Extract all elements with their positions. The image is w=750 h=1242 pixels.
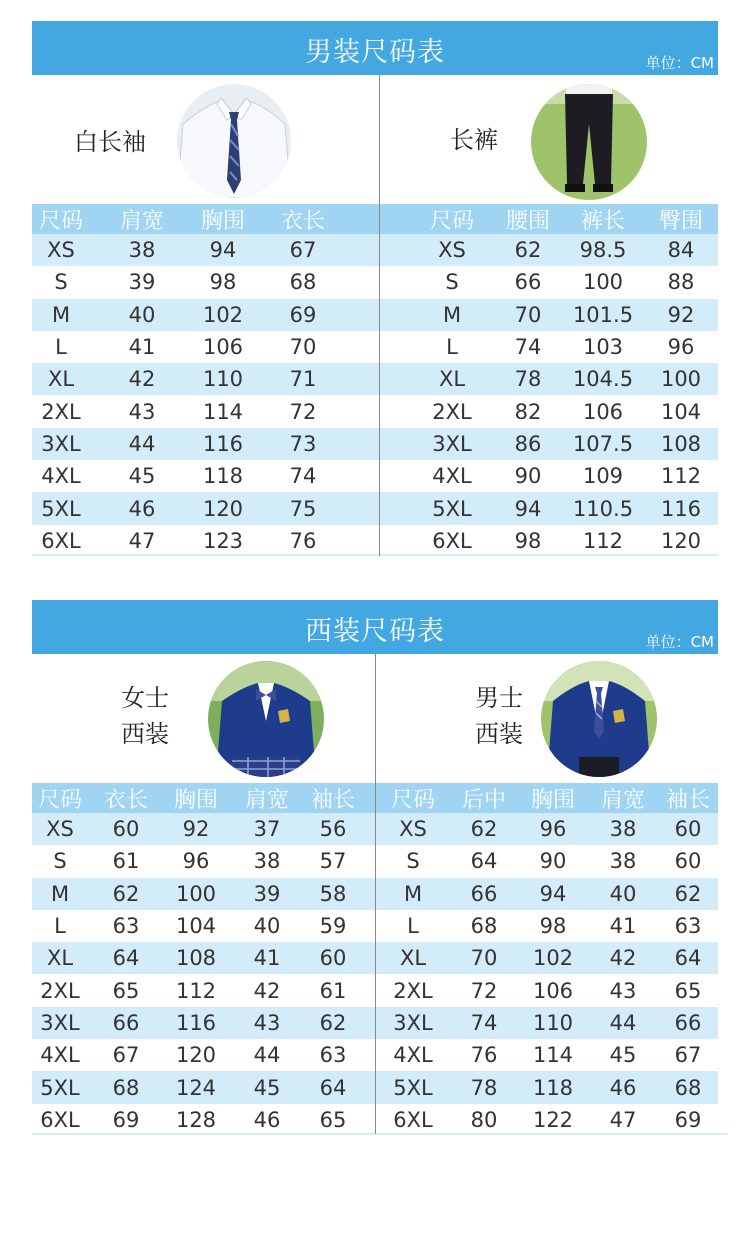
measurement-cell: 62	[514, 238, 542, 263]
measurement-cell: 68	[112, 1075, 140, 1100]
table-row	[376, 845, 718, 877]
column-header: 袖长	[310, 787, 355, 813]
measurement-cell: 60	[674, 849, 702, 874]
womens-suit-caption-line1: 女士	[121, 684, 169, 712]
suit-size-chart	[32, 600, 718, 1140]
measurement-cell: 120	[660, 528, 702, 553]
white-shirt-tie-photo	[177, 84, 291, 198]
measurement-cell: 64	[319, 1075, 347, 1100]
suit-size-chart-title: 西装尺码表	[305, 616, 445, 647]
column-header: 袖长	[665, 787, 710, 813]
mens-suit-caption-line2: 西装	[475, 720, 523, 748]
table-row	[32, 942, 375, 974]
size-cell: L	[55, 335, 67, 360]
measurement-cell: 59	[319, 914, 347, 939]
measurement-cell: 123	[202, 528, 244, 553]
table-row	[376, 1039, 718, 1071]
measurement-cell: 94	[514, 496, 542, 521]
size-cell: 2XL	[41, 399, 81, 424]
measurement-cell: 60	[112, 817, 140, 842]
size-cell: 4XL	[432, 464, 472, 489]
measurement-cell: 102	[202, 302, 244, 327]
black-trousers-photo	[531, 84, 647, 200]
mens-size-chart	[32, 21, 718, 556]
size-cell: XL	[47, 367, 75, 392]
measurement-cell: 74	[289, 464, 317, 489]
size-cell: 5XL	[41, 496, 81, 521]
measurement-cell: 44	[609, 1010, 637, 1035]
measurement-cell: 98.5	[579, 238, 627, 263]
measurement-cell: 66	[514, 270, 542, 295]
size-cell: S	[445, 270, 459, 295]
measurement-cell: 98	[209, 270, 237, 295]
measurement-cell: 70	[514, 302, 542, 327]
measurement-cell: 38	[128, 238, 156, 263]
measurement-cell: 72	[289, 399, 317, 424]
column-header: 尺码	[390, 787, 435, 813]
measurement-cell: 67	[674, 1043, 702, 1068]
column-header: 肩宽	[119, 208, 164, 234]
measurement-cell: 128	[175, 1107, 217, 1132]
measurement-cell: 46	[609, 1075, 637, 1100]
column-header: 裤长	[580, 208, 625, 234]
size-cell: 2XL	[393, 978, 433, 1003]
measurement-cell: 63	[319, 1043, 347, 1068]
column-header: 尺码	[38, 208, 83, 234]
column-header: 胸围	[530, 787, 575, 813]
table-row	[380, 234, 718, 266]
size-cell: XL	[438, 367, 466, 392]
measurement-cell: 96	[539, 817, 567, 842]
measurement-cell: 112	[660, 464, 702, 489]
table-row	[32, 525, 379, 557]
measurement-cell: 70	[289, 335, 317, 360]
table-row	[32, 813, 375, 845]
measurement-cell: 92	[182, 817, 210, 842]
measurement-cell: 110	[532, 1010, 574, 1035]
measurement-cell: 73	[289, 431, 317, 456]
size-cell: M	[50, 881, 70, 906]
measurement-cell: 112	[582, 528, 624, 553]
measurement-cell: 84	[667, 238, 695, 263]
measurement-cell: 39	[253, 881, 281, 906]
size-cell: 2XL	[40, 978, 80, 1003]
table-row	[32, 845, 375, 877]
size-cell: XS	[47, 238, 75, 263]
measurement-cell: 63	[112, 914, 140, 939]
measurement-cell: 94	[209, 238, 237, 263]
measurement-cell: 41	[609, 914, 637, 939]
measurement-cell: 42	[253, 978, 281, 1003]
measurement-cell: 100	[660, 367, 702, 392]
table-row	[32, 234, 379, 266]
table-header-row	[376, 783, 718, 813]
measurement-cell: 60	[319, 946, 347, 971]
table-row	[380, 395, 718, 427]
measurement-cell: 46	[128, 496, 156, 521]
measurement-cell: 44	[128, 431, 156, 456]
measurement-cell: 104.5	[572, 367, 634, 392]
measurement-cell: 44	[253, 1043, 281, 1068]
shirt-size-table	[32, 204, 379, 557]
table-row	[32, 460, 379, 492]
unit-label: 单位：CM	[645, 633, 714, 651]
mens-size-chart-banner	[32, 21, 718, 75]
measurement-cell: 98	[514, 528, 542, 553]
measurement-cell: 76	[289, 528, 317, 553]
table-bottom-border	[32, 554, 379, 556]
size-cell: 3XL	[432, 431, 472, 456]
measurement-cell: 67	[289, 238, 317, 263]
measurement-cell: 70	[470, 946, 498, 971]
measurement-cell: 69	[289, 302, 317, 327]
measurement-cell: 74	[470, 1010, 498, 1035]
measurement-cell: 68	[289, 270, 317, 295]
measurement-cell: 104	[175, 914, 217, 939]
table-row	[380, 266, 718, 298]
table-row	[376, 974, 718, 1006]
size-cell: 4XL	[40, 1043, 80, 1068]
measurement-cell: 82	[514, 399, 542, 424]
measurement-cell: 41	[253, 946, 281, 971]
measurement-cell: 45	[253, 1075, 281, 1100]
measurement-cell: 62	[112, 881, 140, 906]
measurement-cell: 42	[609, 946, 637, 971]
measurement-cell: 116	[175, 1010, 217, 1035]
womens-suit-size-table	[32, 783, 375, 1136]
measurement-cell: 41	[128, 335, 156, 360]
measurement-cell: 78	[470, 1075, 498, 1100]
column-header: 衣长	[280, 208, 325, 234]
measurement-cell: 96	[667, 335, 695, 360]
measurement-cell: 60	[674, 817, 702, 842]
table-row	[32, 1039, 375, 1071]
measurement-cell: 65	[674, 978, 702, 1003]
column-header: 肩宽	[244, 787, 289, 813]
size-cell: M	[403, 881, 423, 906]
size-cell: S	[54, 270, 68, 295]
measurement-cell: 38	[253, 849, 281, 874]
size-cell: 5XL	[432, 496, 472, 521]
column-header: 腰围	[505, 208, 550, 234]
measurement-cell: 69	[112, 1107, 140, 1132]
size-cell: 6XL	[41, 528, 81, 553]
size-cell: XS	[399, 817, 427, 842]
womens-blazer-photo	[208, 661, 324, 777]
measurement-cell: 96	[182, 849, 210, 874]
size-cell: S	[53, 849, 67, 874]
mens-suit-caption-line1: 男士	[475, 684, 523, 712]
measurement-cell: 69	[674, 1107, 702, 1132]
size-cell: XL	[399, 946, 427, 971]
column-header: 胸围	[173, 787, 218, 813]
measurement-cell: 64	[470, 849, 498, 874]
table-row	[32, 1104, 375, 1136]
measurement-cell: 68	[674, 1075, 702, 1100]
measurement-cell: 65	[112, 978, 140, 1003]
size-cell: 4XL	[41, 464, 81, 489]
size-cell: 3XL	[41, 431, 81, 456]
table-row	[32, 428, 379, 460]
column-header: 尺码	[37, 787, 82, 813]
column-header: 臀围	[658, 208, 703, 234]
table-row	[32, 974, 375, 1006]
table-row	[32, 1071, 375, 1103]
measurement-cell: 94	[539, 881, 567, 906]
measurement-cell: 66	[112, 1010, 140, 1035]
size-cell: 5XL	[40, 1075, 80, 1100]
table-bottom-border	[376, 1133, 728, 1135]
measurement-cell: 67	[112, 1043, 140, 1068]
size-cell: 3XL	[393, 1010, 433, 1035]
measurement-cell: 43	[128, 399, 156, 424]
measurement-cell: 40	[128, 302, 156, 327]
measurement-cell: 66	[470, 881, 498, 906]
measurement-cell: 88	[667, 270, 695, 295]
size-cell: S	[406, 849, 420, 874]
table-row	[380, 525, 718, 557]
measurement-cell: 38	[609, 817, 637, 842]
measurement-cell: 64	[674, 946, 702, 971]
table-row	[376, 813, 718, 845]
size-cell: 6XL	[40, 1107, 80, 1132]
measurement-cell: 56	[319, 817, 347, 842]
measurement-cell: 78	[514, 367, 542, 392]
size-cell: 3XL	[40, 1010, 80, 1035]
measurement-cell: 40	[253, 914, 281, 939]
womens-suit-caption-line2: 西装	[121, 720, 169, 748]
measurement-cell: 62	[470, 817, 498, 842]
measurement-cell: 46	[253, 1107, 281, 1132]
measurement-cell: 120	[202, 496, 244, 521]
table-row	[32, 395, 379, 427]
table-row	[32, 363, 379, 395]
size-cell: L	[54, 914, 66, 939]
size-cell: 5XL	[393, 1075, 433, 1100]
table-row	[32, 331, 379, 363]
measurement-cell: 65	[319, 1107, 347, 1132]
measurement-cell: 58	[319, 881, 347, 906]
table-row	[380, 331, 718, 363]
mens-blazer-photo	[541, 661, 657, 777]
measurement-cell: 86	[514, 431, 542, 456]
table-row	[380, 299, 718, 331]
table-row	[32, 299, 379, 331]
column-header: 后中	[461, 787, 506, 813]
mens-size-chart-title: 男装尺码表	[305, 37, 445, 68]
measurement-cell: 38	[609, 849, 637, 874]
shirt-caption: 白长袖	[74, 128, 146, 156]
measurement-cell: 42	[128, 367, 156, 392]
trousers-size-table	[380, 204, 718, 557]
table-bottom-border	[380, 554, 718, 556]
measurement-cell: 106	[532, 978, 574, 1003]
measurement-cell: 45	[128, 464, 156, 489]
measurement-cell: 98	[539, 914, 567, 939]
size-cell: M	[442, 302, 462, 327]
measurement-cell: 64	[112, 946, 140, 971]
table-row	[380, 492, 718, 524]
measurement-cell: 109	[582, 464, 624, 489]
table-row	[32, 878, 375, 910]
unit-label: 单位：CM	[645, 54, 714, 72]
measurement-cell: 108	[175, 946, 217, 971]
measurement-cell: 72	[470, 978, 498, 1003]
table-row	[32, 910, 375, 942]
measurement-cell: 40	[609, 881, 637, 906]
measurement-cell: 47	[128, 528, 156, 553]
table-row	[376, 1071, 718, 1103]
measurement-cell: 114	[202, 399, 244, 424]
measurement-cell: 110	[202, 367, 244, 392]
measurement-cell: 61	[319, 978, 347, 1003]
size-cell: 2XL	[432, 399, 472, 424]
table-row	[376, 878, 718, 910]
measurement-cell: 62	[674, 881, 702, 906]
table-header-row	[32, 783, 375, 813]
measurement-cell: 92	[667, 302, 695, 327]
table-row	[376, 942, 718, 974]
size-cell: XL	[46, 946, 74, 971]
measurement-cell: 102	[532, 946, 574, 971]
measurement-cell: 75	[289, 496, 317, 521]
measurement-cell: 122	[532, 1107, 574, 1132]
table-row	[376, 910, 718, 942]
measurement-cell: 76	[470, 1043, 498, 1068]
table-row	[380, 363, 718, 395]
size-cell: 6XL	[393, 1107, 433, 1132]
measurement-cell: 118	[202, 464, 244, 489]
measurement-cell: 66	[674, 1010, 702, 1035]
measurement-cell: 101.5	[572, 302, 634, 327]
column-header: 尺码	[429, 208, 474, 234]
measurement-cell: 90	[539, 849, 567, 874]
measurement-cell: 124	[175, 1075, 217, 1100]
measurement-cell: 120	[175, 1043, 217, 1068]
size-cell: M	[51, 302, 71, 327]
table-header-row	[32, 204, 379, 234]
measurement-cell: 106	[582, 399, 624, 424]
measurement-cell: 114	[532, 1043, 574, 1068]
table-row	[376, 1104, 718, 1136]
measurement-cell: 116	[660, 496, 702, 521]
size-cell: XS	[46, 817, 74, 842]
measurement-cell: 62	[319, 1010, 347, 1035]
measurement-cell: 61	[112, 849, 140, 874]
mens-suit-size-table	[376, 783, 718, 1136]
measurement-cell: 108	[660, 431, 702, 456]
measurement-cell: 103	[582, 335, 624, 360]
measurement-cell: 80	[470, 1107, 498, 1132]
measurement-cell: 104	[660, 399, 702, 424]
suit-size-chart-banner	[32, 600, 718, 654]
measurement-cell: 112	[175, 978, 217, 1003]
table-row	[32, 266, 379, 298]
size-cell: XS	[438, 238, 466, 263]
table-header-row	[380, 204, 718, 234]
column-header: 肩宽	[600, 787, 645, 813]
size-cell: L	[446, 335, 458, 360]
measurement-cell: 43	[609, 978, 637, 1003]
measurement-cell: 68	[470, 914, 498, 939]
measurement-cell: 57	[319, 849, 347, 874]
table-row	[32, 492, 379, 524]
measurement-cell: 118	[532, 1075, 574, 1100]
measurement-cell: 90	[514, 464, 542, 489]
measurement-cell: 110.5	[572, 496, 634, 521]
measurement-cell: 39	[128, 270, 156, 295]
table-row	[380, 428, 718, 460]
measurement-cell: 74	[514, 335, 542, 360]
measurement-cell: 100	[175, 881, 217, 906]
size-cell: 6XL	[432, 528, 472, 553]
size-cell: L	[407, 914, 419, 939]
measurement-cell: 106	[202, 335, 244, 360]
table-row	[380, 460, 718, 492]
table-row	[32, 1007, 375, 1039]
measurement-cell: 107.5	[572, 431, 634, 456]
measurement-cell: 45	[609, 1043, 637, 1068]
measurement-cell: 63	[674, 914, 702, 939]
table-row	[376, 1007, 718, 1039]
measurement-cell: 37	[253, 817, 281, 842]
table-bottom-border	[32, 1133, 375, 1135]
size-cell: 4XL	[393, 1043, 433, 1068]
trousers-caption: 长裤	[450, 126, 498, 154]
measurement-cell: 43	[253, 1010, 281, 1035]
measurement-cell: 116	[202, 431, 244, 456]
measurement-cell: 47	[609, 1107, 637, 1132]
column-header: 衣长	[103, 787, 148, 813]
measurement-cell: 100	[582, 270, 624, 295]
column-header: 胸围	[200, 208, 245, 234]
measurement-cell: 71	[289, 367, 317, 392]
